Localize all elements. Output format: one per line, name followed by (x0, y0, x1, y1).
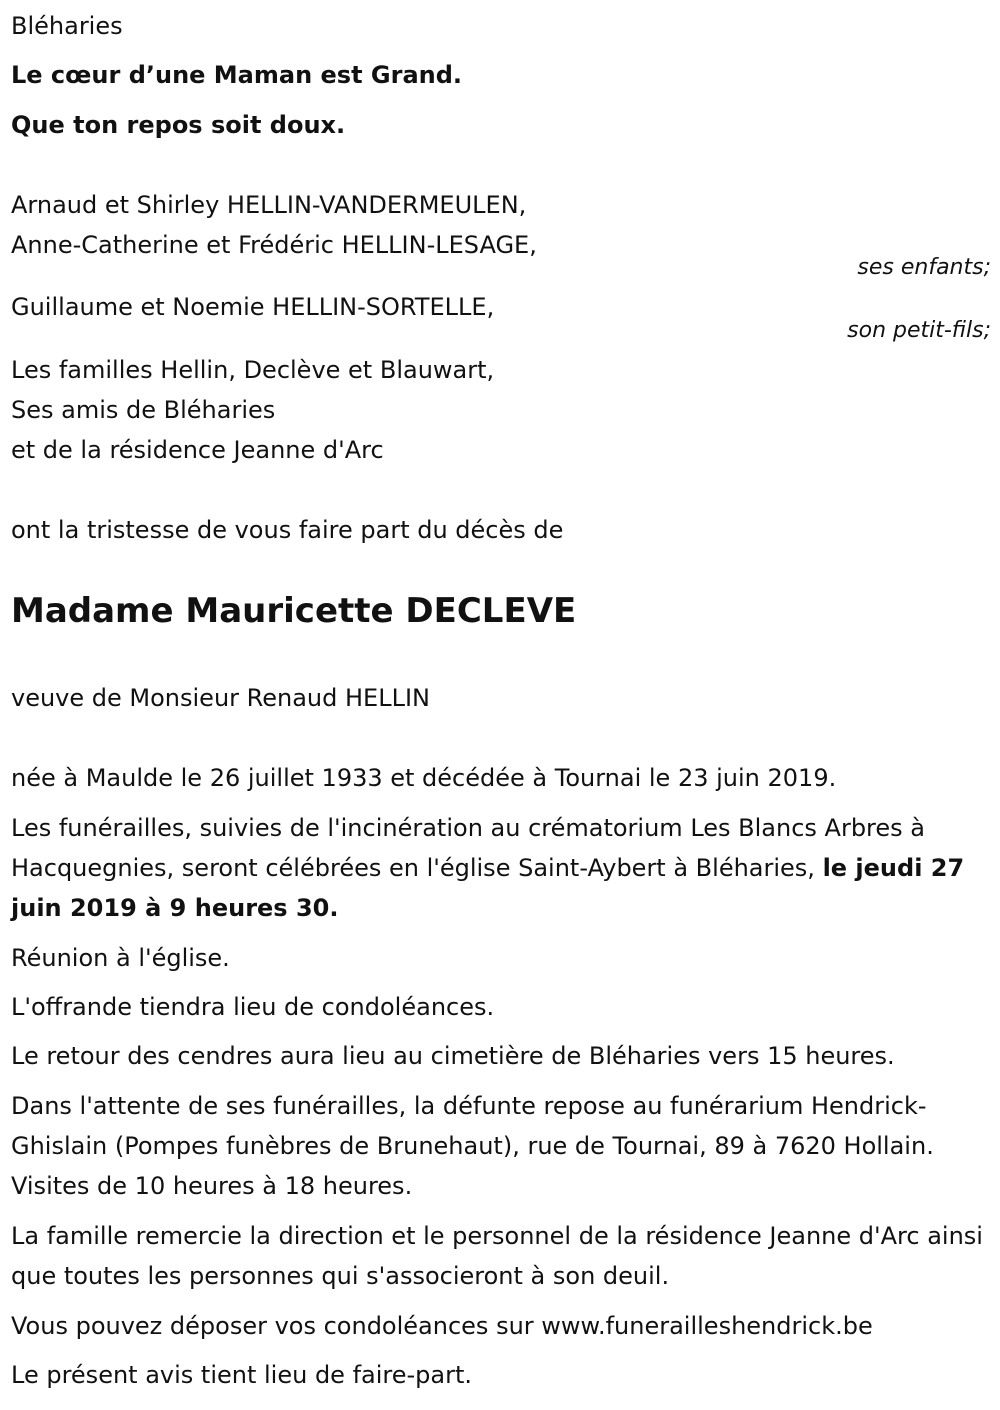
mourner-children-2: Anne-Catherine et Frédéric HELLIN-LESAGE, (11, 231, 537, 259)
mourner-children-1: Arnaud et Shirley HELLIN-VANDERMEULEN, (11, 191, 527, 219)
funeral-date: le jeudi 27 juin 2019 à 9 heures 30. (11, 854, 965, 922)
repose-text: Dans l'attente de ses funérailles, la défunte repose au funérarium Hendrick-Ghislain (Pompes funèbres de Brunehaut), rue de Tournai, 89 à 7620 Hollain. Visites de 10 heures à 18 heures. (11, 1092, 934, 1200)
mourner-grandchild: Guillaume et Noemie HELLIN-SORTELLE, (11, 293, 495, 321)
widow-of: veuve de Monsieur Renaud HELLIN (11, 684, 430, 712)
notice-text: Le présent avis tient lieu de faire-part. (11, 1361, 473, 1389)
meeting-text: Réunion à l'église. (11, 944, 230, 972)
announcement-text: ont la tristesse de vous faire part du décès de (11, 516, 564, 544)
mourner-friends-2: et de la résidence Jeanne d'Arc (11, 436, 384, 464)
epitaph-line-1: Le cœur d’une Maman est Grand. (11, 61, 463, 89)
deceased-name: Madame Mauricette DECLEVE (11, 591, 577, 631)
funeral-paragraph (11, 808, 986, 928)
mourner-friends-1: Ses amis de Bléharies (11, 396, 276, 424)
epitaph-line-2: Que ton repos soit doux. (11, 111, 346, 139)
thanks-text: La famille remercie la direction et le personnel de la résidence Jeanne d'Arc ainsi que toutes les personnes qui s'associeront à son deuil. (11, 1222, 983, 1290)
mourner-families: Les familles Hellin, Declève et Blauwart, (11, 356, 495, 384)
condolences-text: Vous pouvez déposer vos condoléances sur www.funerailleshendrick.be (11, 1312, 873, 1340)
children-role: ses enfants; (857, 255, 991, 280)
funeral-text: Les funérailles, suivies de l'incinération au crématorium Les Blancs Arbres à Hacquegnies, seront célébrées en l'église Saint-Aybert à Bléharies, (11, 814, 926, 882)
offering-text: L'offrande tiendra lieu de condoléances. (11, 993, 495, 1021)
ashes-text: Le retour des cendres aura lieu au cimetière de Bléharies vers 15 heures. (11, 1042, 895, 1070)
grandchild-role: son petit-fils; (847, 318, 991, 343)
birth-death: née à Maulde le 26 juillet 1933 et décédée à Tournai le 23 juin 2019. (11, 764, 837, 792)
location-heading: Bléharies (11, 12, 123, 40)
